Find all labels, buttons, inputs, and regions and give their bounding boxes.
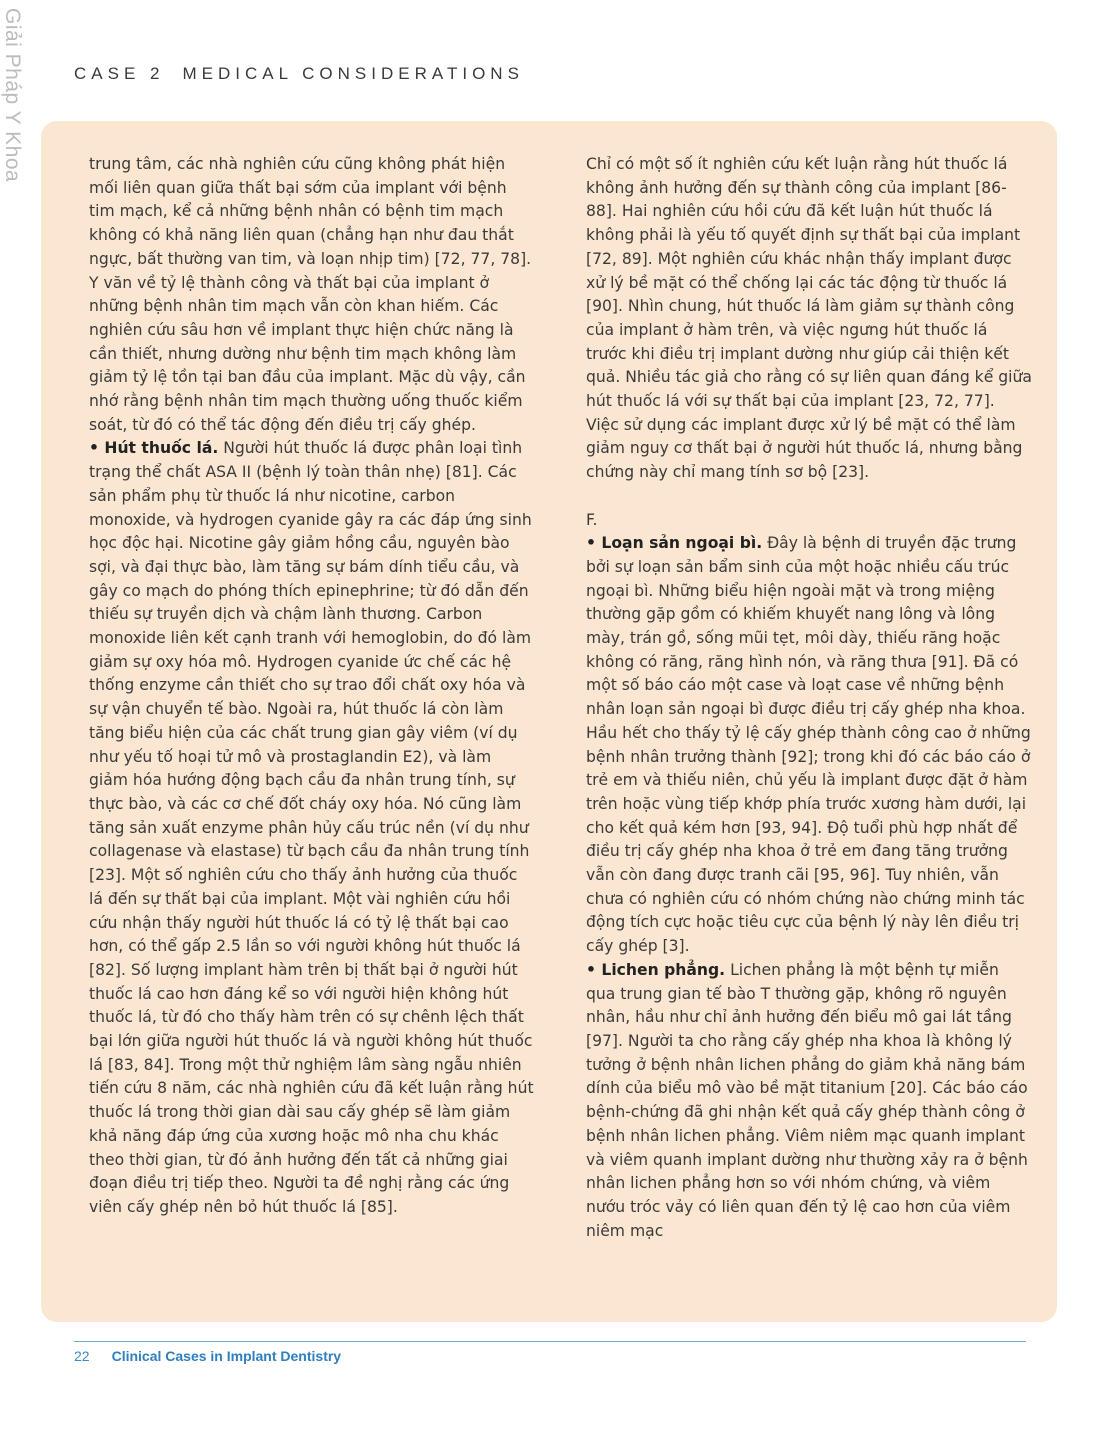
paragraph-cardiovascular: trung tâm, các nhà nghiên cứu cũng không phát hiện mối liên quan giữa thất bại sớm của implant với bệnh tim mạch, kể cả những bệnh nhân có bệnh tim mạch không có khả năng liên quan (chẳng hạn như đau thắt ngực, bất thường van tim, và loạn nhịp tim) [72, 77, 78]. Y văn về tỷ lệ thành công và thất bại của implant ở những bệnh nhân tim mạch vẫn còn khan hiếm. Các nghiên cứu sâu hơn về implant thực hiện chức năng là cần thiết, nhưng dường như bệnh tim mạch không làm giảm tỷ lệ tồn tại ban đầu của implant. Mặc dù vậy, cần nhớ rằng bệnh nhân tim mạch thường uống thuốc kiểm soát, từ đó có thể tác động đến điều trị cấy ghép. <box>89 155 532 434</box>
section-label-f: F. <box>586 510 598 529</box>
ectodermal-heading: • Loạn sản ngoại bì. <box>586 534 763 553</box>
page-number: 22 <box>74 1348 90 1364</box>
right-column <box>586 153 1032 1243</box>
lichen-text: Lichen phẳng là một bệnh tự miễn qua trung gian tế bào T thường gặp, không rõ nguyên nhân, hầu như chỉ ảnh hưởng đến biểu mô gai lát tầng [97]. Người ta cho rằng cấy ghép nha khoa là không lý tưởng ở bệnh nhân lichen phẳng do giảm khả năng bám dính của biểu mô vào bề mặt titanium [20]. Các báo cáo bệnh-chứng đã ghi nhận kết quả cấy ghép thành công ở bệnh nhân lichen phẳng. Viêm niêm mạc quanh implant và viêm quanh implant dường như thường xảy ra ở bệnh nhân lichen phẳng hơn so với nhóm chứng, và viêm nướu tróc vảy có liên quan đến tỷ lệ cao hơn của viêm niêm mạc <box>586 960 1028 1240</box>
header-section-title: MEDICAL CONSIDERATIONS <box>182 64 524 83</box>
footer-divider <box>74 1341 1026 1342</box>
smoking-heading: • Hút thuốc lá. <box>89 439 219 458</box>
lichen-heading: • Lichen phẳng. <box>586 960 726 979</box>
paragraph-gap <box>586 485 1032 509</box>
paragraph-smoking-continued: Chỉ có một số ít nghiên cứu kết luận rằng hút thuốc lá không ảnh hưởng đến sự thành công của implant [86-88]. Hai nghiên cứu hồi cứu đã kết luận hút thuốc lá không phải là yếu tố quyết định sự thất bại của implant [72, 89]. Một nghiên cứu khác nhận thấy implant được xử lý bề mặt có thể chống lại các tác động từ thuốc lá [90]. Nhìn chung, hút thuốc lá làm giảm sự thành công của implant ở hàm trên, và việc ngưng hút thuốc lá trước khi điều trị implant dường như giúp cải thiện kết quả. Nhiều tác giả cho rằng có sự liên quan đáng kể giữa hút thuốc lá với sự thất bại của implant [23, 72, 77]. Việc sử dụng các implant được xử lý bề mặt có thể làm giảm nguy cơ thất bại ở người hút thuốc lá, nhưng bằng chứng này chỉ mang tính sơ bộ [23]. <box>586 155 1032 482</box>
smoking-text: Người hút thuốc lá được phân loại tình trạng thể chất ASA II (bệnh lý toàn thân nhẹ) [81]. Các sản phẩm phụ từ thuốc lá như nicotine, carbon monoxide, và hydrogen cyanide gây ra các đáp ứng sinh học độc hại. Nicotine gây giảm hồng cầu, nguyên bào sợi, và đại thực bào, làm tăng sự bám dính tiểu cầu, và gây co mạch do phóng thích epinephrine; từ đó dẫn đến thiếu sự truyền dịch và chậm lành thương. Carbon monoxide liên kết cạnh tranh với hemoglobin, do đó làm giảm sự oxy hóa mô. Hydrogen cyanide ức chế các hệ thống enzyme cần thiết cho sự trao đổi chất oxy hóa và sự vận chuyển tế bào. Ngoài ra, hút thuốc lá còn làm tăng biểu hiện của các chất trung gian gây viêm (ví dụ như yếu tố hoại tử mô và prostaglandin E2), và làm giảm hóa hướng động bạch cầu đa nhân trung tính, sự thực bào, và các cơ chế đốt cháy oxy hóa. Nó cũng làm tăng sản xuất enzyme phân hủy cấu trúc nền (ví dụ như collagenase và elastase) từ bạch cầu đa nhân trung tính [23]. Một số nghiên cứu cho thấy ảnh hưởng của thuốc lá đến sự thất bại của implant. Một vài nghiên cứu hồi cứu nhận thấy người hút thuốc lá có tỷ lệ thất bại cao hơn, có thể gấp 2.5 lần so với người không hút thuốc lá [82]. Số lượng implant hàm trên bị thất bại ở người hút thuốc lá cao hơn đáng kể so với người hiện không hút thuốc lá, từ đó cho thấy hàm trên có sự chênh lệch thất bại lớn giữa người hút thuốc lá và người không hút thuốc lá [83, 84]. Trong một thử nghiệm lâm sàng ngẫu nhiên tiến cứu 8 năm, các nhà nghiên cứu đã kết luận rằng hút thuốc lá trong thời gian dài sau cấy ghép sẽ làm giảm khả năng đáp ứng của xương hoặc mô nha chu khác theo thời gian, từ đó ảnh hưởng đến tất cả những giai đoạn điều trị tiếp theo. Người ta đề nghị rằng các ứng viên cấy ghép nên bỏ hút thuốc lá [85]. <box>89 439 534 1216</box>
paragraph-ectodermal-dysplasia <box>586 532 1032 959</box>
watermark-text: Giải Pháp Y Khoa <box>1 8 24 183</box>
book-title: Clinical Cases in Implant Dentistry <box>111 1348 342 1364</box>
page-footer <box>74 1348 341 1364</box>
left-column <box>89 153 535 1220</box>
paragraph-smoking <box>89 437 535 1219</box>
header-case-label: CASE 2 <box>74 64 165 83</box>
paragraph-lichen-planus <box>586 959 1032 1243</box>
running-header <box>74 64 524 84</box>
ectodermal-text: Đây là bệnh di truyền đặc trưng bởi sự loạn sản bẩm sinh của một hoặc nhiều cấu trúc ngoại bì. Những biểu hiện ngoài mặt và trong miệng thường gặp gồm có khiếm khuyết nang lông và lông mày, trán gồ, sống mũi tẹt, môi dày, thiếu răng hoặc không có răng, răng hình nón, và răng thưa [91]. Đã có một số báo cáo một case và loạt case về những bệnh nhân loạn sản ngoại bì được điều trị cấy ghép nha khoa. Hầu hết cho thấy tỷ lệ cấy ghép thành công cao ở những bệnh nhân trưởng thành [92]; trong khi đó các báo cáo ở trẻ em và thiếu niên, chủ yếu là implant được đặt ở hàm trên hoặc vùng tiếp khớp phía trước xương hàm dưới, lại cho kết quả kém hơn [93, 94]. Độ tuổi phù hợp nhất để điều trị cấy ghép nha khoa ở trẻ em đang tăng trưởng vẫn còn đang được tranh cãi [95, 96]. Tuy nhiên, vẫn chưa có nghiên cứu có nhóm chứng nào chứng minh tác động tích cực hoặc tiêu cực của bệnh lý này lên điều trị cấy ghép [3]. <box>586 534 1031 956</box>
